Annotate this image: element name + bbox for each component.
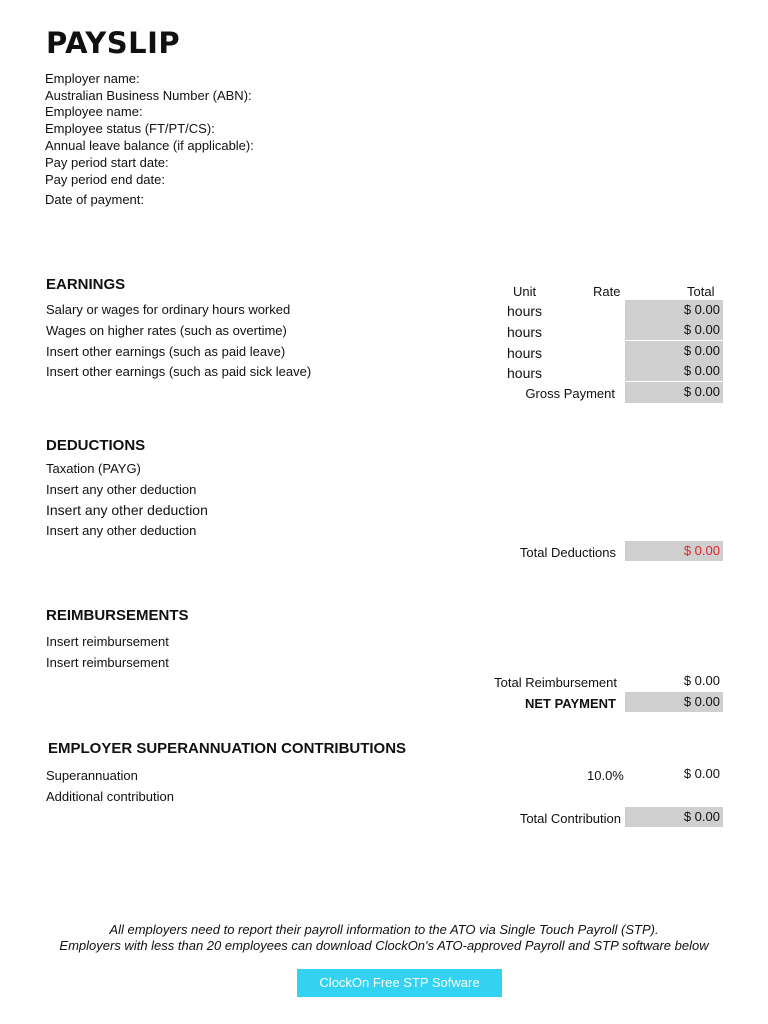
earnings-row-total: $ 0.00 [625,320,723,340]
earnings-row-label: Insert other earnings (such as paid sick leave) [46,364,312,379]
additional-contribution-label: Additional contribution [46,789,174,804]
deduction-row-label: Insert any other deduction [46,523,197,538]
earnings-row-total: $ 0.00 [625,300,723,320]
deduction-row-label: Insert any other deduction [46,482,197,497]
earnings-row-total: $ 0.00 [625,361,723,381]
employee-name-label: Employee name: [45,104,143,119]
annual-leave-label: Annual leave balance (if applicable): [45,138,254,153]
deduction-row-label: Insert any other deduction [46,502,208,518]
unit-column-header: Unit [513,284,537,299]
earnings-row-label: Insert other earnings (such as paid leave) [46,344,286,359]
reimbursements-heading: REIMBURSEMENTS [46,607,189,624]
rate-column-header: Rate [593,284,621,299]
earnings-row-label: Salary or wages for ordinary hours worked [46,302,291,317]
total-deductions-label: Total Deductions [519,545,616,560]
reimbursement-row-label: Insert reimbursement [46,634,169,649]
earnings-row-unit: hours [507,324,543,340]
employee-status-label: Employee status (FT/PT/CS): [45,121,215,136]
employer-name-label: Employer name: [45,71,140,86]
earnings-heading: EARNINGS [46,276,126,293]
gross-payment-label: Gross Payment [525,386,615,401]
super-row-label: Superannuation [46,768,138,783]
earnings-row-unit: hours [507,303,543,319]
total-column-header: Total [687,284,715,299]
stp-notice-line-2: Employers with less than 20 employees can download ClockOn's ATO-approved Payroll and STP software below [59,938,709,953]
earnings-row-label: Wages on higher rates (such as overtime) [46,323,287,338]
total-reimbursement-label: Total Reimbursement [494,675,617,690]
total-deductions-value: $ 0.00 [625,541,723,561]
clockon-stp-button[interactable]: ClockOn Free STP Sofware [297,969,502,997]
deductions-heading: DEDUCTIONS [46,437,146,454]
earnings-row-unit: hours [507,345,543,361]
super-rate: 10.0% [587,768,624,783]
stp-notice-line-1: All employers need to report their payroll information to the ATO via Single Touch Payroll (STP). [109,922,659,937]
total-reimbursement-value: $ 0.00 [683,673,720,688]
date-of-payment-label: Date of payment: [45,192,144,207]
pay-period-start-label: Pay period start date: [45,155,169,170]
gross-payment-total: $ 0.00 [625,382,723,403]
deduction-row-label: Taxation (PAYG) [46,461,141,476]
earnings-row-total: $ 0.00 [625,341,723,361]
super-total: $ 0.00 [683,766,720,781]
abn-label: Australian Business Number (ABN): [45,88,252,103]
total-contribution-label: Total Contribution [519,811,621,826]
total-contribution-value: $ 0.00 [625,807,723,827]
page-title: PAYSLIP [46,26,181,60]
super-heading: EMPLOYER SUPERANNUATION CONTRIBUTIONS [48,740,407,757]
net-payment-label: NET PAYMENT [524,696,616,711]
net-payment-value: $ 0.00 [625,692,723,712]
pay-period-end-label: Pay period end date: [45,172,165,187]
earnings-row-unit: hours [507,365,543,381]
reimbursement-row-label: Insert reimbursement [46,655,169,670]
